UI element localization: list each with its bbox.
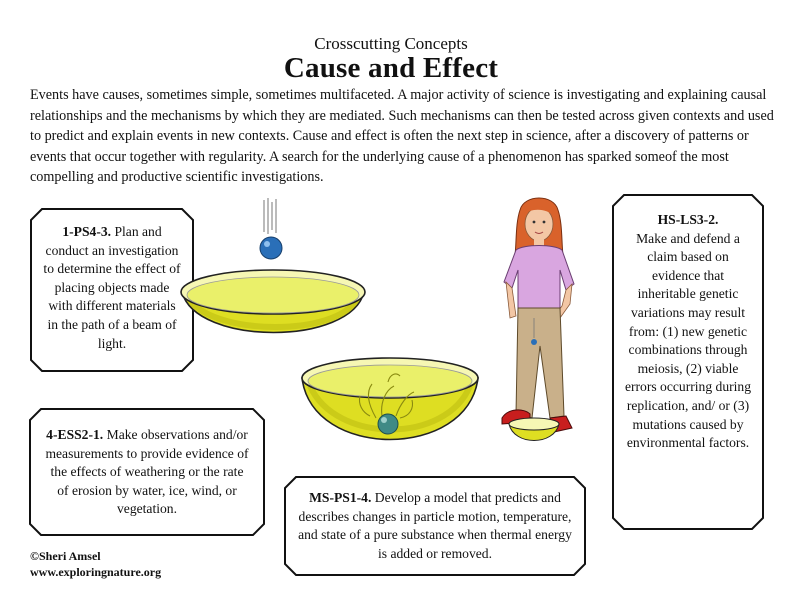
standard-text: Develop a model that predicts and describes changes in particle motion, temperature, and state of a pure substance when thermal energy is added or removed. [298, 490, 572, 561]
bowl-with-splash-illustration [296, 356, 484, 466]
author-credit: ©Sheri Amsel [30, 549, 101, 563]
standard-code: HS-LS3-2. [657, 212, 719, 227]
intro-paragraph: Events have causes, sometimes simple, sometimes multifaceted. A major activity of science is investigating and explaining causal relationships and the mechanisms by which they are mediated. Such mechanisms can then be tested across given contexts and used to predict and explain events in new contexts. Cause and effect is often the next step in science, after a discovery of patterns or events that occur together with regularity. A search for the underlying cause of a phenomenon has sparked someof the most compelling and productive scientific investigations. [30, 87, 774, 185]
standard-text: Make and defend a claim based on evidence that inheritable genetic variations may result from: (1) new genetic combinations through meiosis, (2) viable errors occurring during replication, and/ or (3) mutations caused by environmental factors. [624, 230, 752, 451]
page-subtitle: Crosscutting Concepts [314, 34, 468, 53]
website-credit: www.exploringnature.org [30, 565, 162, 579]
standard-box-4-ess2-1 [29, 408, 265, 536]
credit [30, 548, 161, 580]
small-bowl-illustration [506, 416, 562, 444]
standard-text: Plan and conduct an investigation to determine the effect of placing objects made with different materials in the path of a beam of light. [43, 224, 181, 351]
standard-box-ms-ps1-4 [284, 476, 586, 576]
girl-dropping-marble-illustration [494, 196, 590, 450]
standard-box-hs-ls3-2 [612, 194, 764, 530]
splashed-marble [378, 414, 398, 434]
page-title: Cause and Effect [283, 52, 499, 84]
standard-code: 4-ESS2-1. [46, 427, 104, 442]
standard-code: 1-PS4-3. [62, 224, 112, 239]
standard-box-1-ps4-3 [30, 208, 194, 372]
bowl-with-falling-marble-illustration [176, 196, 372, 362]
standard-text: Make observations and/or measurements to provide evidence of the effects of weathering or the rate of erosion by water, ice, wind, or vegetation. [45, 427, 249, 517]
standard-code: MS-PS1-4. [309, 490, 372, 505]
falling-marble [260, 237, 282, 259]
